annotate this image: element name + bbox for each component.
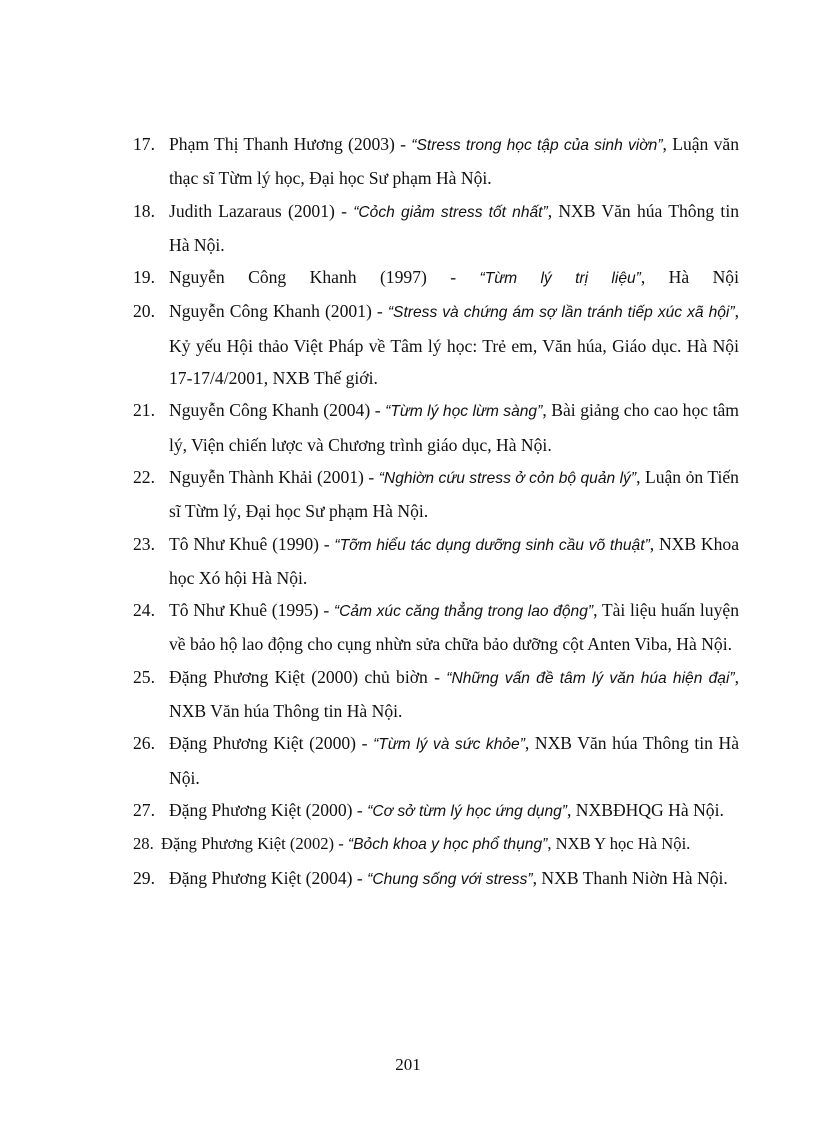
reference-details: , NXB Khoa học Xó hội Hà Nội.	[169, 533, 740, 588]
reference-number: 28.	[133, 834, 154, 854]
reference-author-year: Phạm Thị Thanh Hương (2003) -	[169, 134, 412, 154]
reference-details: , Tài liệu huấn luyện về bảo hộ lao động cho cụng nhừn sửa chữa bảo dưỡng cột Anten Viba, Hà Nội.	[169, 600, 739, 655]
reference-item-22	[133, 461, 739, 528]
reference-text	[169, 600, 739, 654]
reference-author-year: Judith Lazaraus (2001) -	[169, 200, 354, 221]
reference-number: 23.	[133, 533, 155, 554]
reference-title: “Những vấn đề tâm lý văn húa hiện đại”	[446, 669, 735, 687]
reference-text	[169, 201, 739, 255]
reference-item-20	[133, 295, 739, 394]
reference-number: 25.	[133, 666, 155, 687]
reference-title: “Nghiờn cứu stress ở cỏn bộ quản lý”	[378, 469, 637, 487]
reference-author-year: Đặng Phương Kiệt (2004) -	[169, 867, 368, 888]
reference-item-18	[133, 195, 739, 262]
reference-number: 29.	[133, 867, 155, 888]
reference-text	[169, 733, 739, 787]
reference-text	[169, 667, 739, 721]
reference-text	[169, 400, 739, 454]
reference-details: , NXB Văn húa Thông tin Hà Nội.	[169, 733, 739, 788]
reference-text	[169, 301, 739, 388]
reference-details: , NXB Văn húa Thông tin Hà Nội.	[169, 666, 740, 722]
reference-title: “Cảm xúc căng thẳng trong lao động”	[333, 603, 594, 621]
reference-title: “Bỏch khoa y học phổ thụng”	[347, 836, 548, 854]
reference-author-year: Đặng Phương Kiệt (2000) -	[169, 733, 374, 754]
reference-title: “Từm lý trị liệu”	[479, 270, 641, 288]
reference-text	[169, 868, 728, 888]
reference-title: “Cơ sở từm lý học ứng dụng”	[367, 802, 567, 820]
reference-title: “Cỏch giảm stress tốt nhất”	[353, 203, 548, 221]
reference-text	[169, 134, 739, 188]
page-number: 201	[395, 1055, 421, 1074]
reference-details: , NXB Thanh Niờn Hà Nội.	[532, 867, 728, 888]
reference-title: “Stress trong học tập của sinh viờn”	[411, 137, 663, 154]
reference-title: “Tỡm hiểu tác dụng dưỡng sinh cầu võ thuật”	[334, 536, 650, 554]
reference-details: , NXBĐHQG Hà Nội.	[567, 799, 724, 820]
reference-details: , Luận ỏn Tiến sĩ Từm lý, Đại học Sư phạm Hà Nội.	[169, 466, 739, 522]
reference-text	[169, 261, 739, 295]
reference-text	[161, 834, 690, 853]
reference-text	[169, 800, 724, 820]
reference-item-24	[133, 594, 739, 661]
reference-item-26	[133, 727, 739, 794]
reference-author-year: Tô Như Khuê (1990) -	[169, 533, 335, 554]
reference-number: 17.	[133, 134, 155, 154]
reference-item-17	[133, 128, 739, 195]
reference-text	[169, 534, 739, 588]
reference-details: , Hà Nội	[640, 267, 739, 288]
reference-author-year: Đặng Phương Kiệt (2000) -	[169, 799, 368, 820]
reference-details: , NXB Văn húa Thông tin Hà Nội.	[169, 200, 740, 255]
reference-item-19	[133, 261, 739, 295]
reference-number: 19.	[133, 267, 155, 288]
reference-author-year: Đặng Phương Kiệt (2000) chủ biờn -	[169, 666, 447, 687]
reference-number: 27.	[133, 799, 155, 820]
reference-list	[133, 128, 739, 896]
reference-author-year: Nguyễn Thành Khải (2001) -	[169, 466, 379, 487]
reference-author-year: Đặng Phương Kiệt (2002) -	[161, 834, 348, 854]
reference-number: 18.	[133, 200, 155, 221]
reference-text	[169, 467, 739, 521]
reference-number: 21.	[133, 400, 155, 421]
reference-number: 24.	[133, 600, 155, 621]
reference-item-25	[133, 661, 739, 728]
reference-title: “Từm lý và sức khỏe”	[373, 736, 525, 754]
reference-author-year: Tô Như Khuê (1995) -	[169, 600, 334, 621]
reference-number: 26.	[133, 733, 155, 754]
reference-title: “Chung sống với stress”	[367, 870, 533, 888]
reference-item-28	[133, 828, 739, 861]
reference-item-21	[133, 394, 739, 461]
reference-item-29	[133, 862, 739, 896]
reference-item-27	[133, 794, 739, 828]
reference-author-year: Nguyễn Công Khanh (2001) -	[169, 301, 388, 322]
reference-details: , Bài giảng cho cao học tâm lý, Viện chiến lược và Chương trình giáo dục, Hà Nội.	[169, 400, 739, 455]
reference-details: , Luận văn thạc sĩ Từm lý học, Đại học Sư phạm Hà Nội.	[169, 134, 740, 189]
reference-author-year: Nguyễn Công Khanh (2004) -	[169, 400, 386, 421]
reference-details: , Kỷ yếu Hội thảo Việt Pháp về Tâm lý học: Trẻ em, Văn húa, Giáo dục. Hà Nội 17-17/4/2001, NXB Thế giới.	[169, 301, 739, 389]
reference-item-23	[133, 528, 739, 595]
reference-author-year: Nguyễn Công Khanh (1997) -	[169, 267, 480, 288]
reference-number: 22.	[133, 466, 155, 487]
reference-title: “Từm lý học lừm sàng”	[385, 403, 543, 421]
reference-title: “Stress và chứng ám sợ lần tránh tiếp xúc xã hội”	[387, 304, 735, 322]
reference-details: , NXB Y học Hà Nội.	[547, 834, 691, 854]
reference-number: 20.	[133, 301, 155, 322]
